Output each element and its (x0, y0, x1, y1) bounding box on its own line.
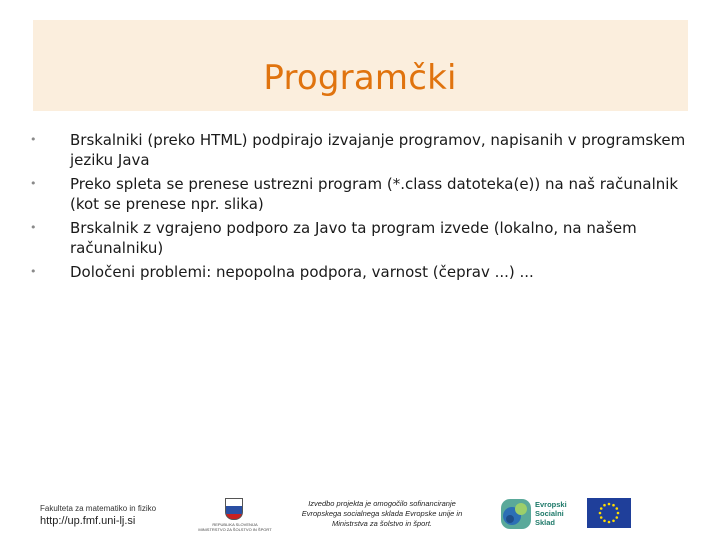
footer (0, 490, 720, 540)
bullet-item (30, 218, 690, 258)
eu-star-icon (608, 503, 611, 506)
bullet-item (30, 262, 690, 282)
coat-of-arms-icon (225, 498, 243, 520)
funding-statement (282, 499, 482, 529)
bullet-text: Brskalnik z vgrajeno podporo za Javo ta program izvede (lokalno, na našem računalniku) (70, 219, 637, 257)
eu-star-icon (600, 516, 603, 519)
ministry-text (198, 522, 272, 532)
ministry-line: REPUBLIKA SLOVENIJA (212, 522, 258, 527)
ministry-line: MINISTRSTVO ZA ŠOLSTVO IN ŠPORT (198, 527, 272, 532)
bullet-icon: • (30, 265, 37, 278)
bullet-list (30, 130, 690, 286)
esf-text (535, 500, 567, 527)
esf-mark-icon (500, 498, 532, 530)
bullet-icon: • (30, 133, 37, 146)
bullet-icon: • (30, 221, 37, 234)
eu-star-icon (615, 507, 618, 510)
funding-line: Izvedbo projekta je omogočilo sofinanciranje (308, 499, 456, 508)
eu-star-icon (603, 504, 606, 507)
eu-star-icon (612, 519, 615, 522)
bullet-item (30, 130, 690, 170)
eu-flag-icon (587, 498, 631, 528)
esf-line: Evropski (535, 500, 567, 509)
esf-line: Sklad (535, 518, 556, 527)
bullet-text: Preko spleta se prenese ustrezni program (*.class datoteka(e)) na naš računalnik (kot se prenese npr. slika) (70, 175, 679, 213)
slide-title: Programčki (263, 58, 457, 98)
bullet-text: Brskalniki (preko HTML) podpirajo izvajanje programov, napisanih v programskem jeziku Java (70, 131, 686, 169)
eu-star-icon (617, 512, 620, 515)
bullet-item (30, 174, 690, 214)
faculty-name: Fakulteta za matematiko in fiziko (40, 504, 157, 513)
bullet-icon: • (30, 177, 37, 190)
eu-star-icon (615, 516, 618, 519)
faculty-url-link[interactable]: http://up.fmf.uni-lj.si (40, 515, 136, 527)
esf-line: Socialni (535, 509, 564, 518)
funding-line: Ministrstva za šolstvo in šport. (331, 519, 433, 528)
eu-star-icon (599, 512, 602, 515)
ministry-logo (198, 498, 272, 534)
esf-logo (500, 496, 580, 534)
eu-star-icon (612, 504, 615, 507)
eu-star-icon (608, 521, 611, 524)
eu-star-icon (603, 519, 606, 522)
funding-line: Evropskega socialnega sklada Evropske unije in (301, 509, 463, 518)
eu-star-icon (600, 507, 603, 510)
bullet-text: Določeni problemi: nepopolna podpora, varnost (čeprav ...) ... (70, 263, 534, 281)
